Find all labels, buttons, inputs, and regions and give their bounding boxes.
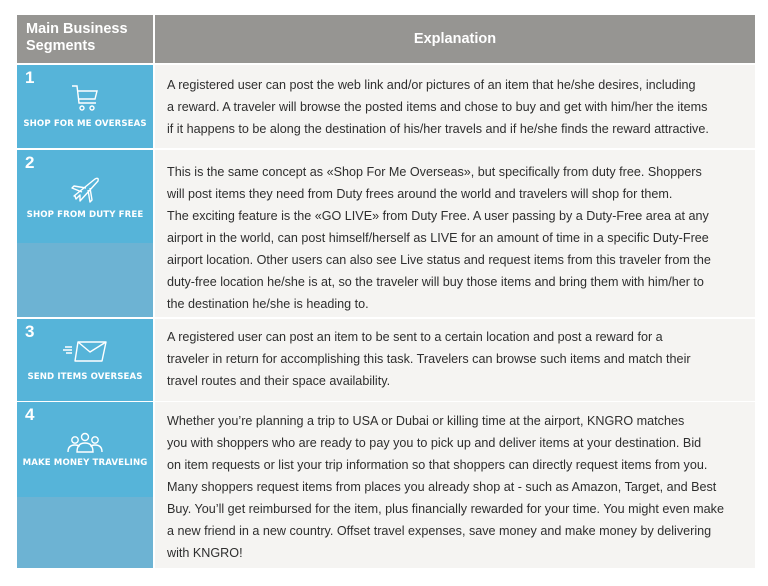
explanation-line: on item requests or list your trip information so that shoppers can directly request items from you. [167, 458, 708, 472]
envelope-icon [17, 339, 153, 363]
explanation-line: the destination he/she is heading to. [167, 297, 369, 311]
segment-label: SEND ITEMS OVERSEAS [27, 372, 143, 382]
explanation-line: you with shoppers who are ready to pay you to pick up and deliver items at your destination. Bid [167, 436, 702, 450]
explanation-line: if it happens to be along the destination of his/her travels and if he/she finds the reward attractive. [167, 122, 709, 136]
segment-number: 2 [25, 153, 35, 172]
segment-label: SHOP FOR ME OVERSEAS [23, 119, 147, 129]
explanation-cell-4 [155, 402, 755, 568]
explanation-line: Whether you’re planning a trip to USA or Dubai or killing time at the airport, KNGRO matches [167, 414, 685, 428]
segment-cell-3 [17, 319, 153, 401]
explanation-line: airport in the world, can post himself/herself as LIVE for an amount of time in a specific Duty-Free [167, 231, 709, 245]
segment-label: MAKE MONEY TRAVELING [22, 458, 148, 468]
explanation-line: Buy. You’ll get reimbursed for the item, plus financially rewarded for your time. You might even make [167, 502, 724, 516]
explanation-line: with KNGRO! [167, 546, 243, 560]
explanation-cell-1 [155, 65, 755, 148]
explanation-line: traveler in return for accomplishing this task. Travelers can browse such items and match their [167, 352, 691, 366]
explanation-line: travel routes and their space availability. [167, 374, 391, 388]
segment-number: 1 [25, 68, 35, 87]
people-group-icon [17, 432, 153, 454]
explanation-line: duty-free location he/she is at, so the traveler will buy those items and bring them with him/her to [167, 275, 704, 289]
segment-number: 3 [25, 322, 35, 341]
explanation-line: will post items they need from Duty frees around the world and travelers will shop for them. [167, 187, 673, 201]
explanation-cell-3 [155, 319, 755, 401]
explanation-line: This is the same concept as «Shop For Me Overseas», but specifically from duty free. Shoppers [167, 165, 702, 179]
explanation-line: A registered user can post the web link and/or pictures of an item that he/she desires, including [167, 78, 696, 92]
segment-label: SHOP FROM DUTY FREE [26, 210, 144, 220]
explanation-line: a reward. A traveler will browse the posted items and chose to buy and get with him/her the items [167, 100, 708, 114]
explanation-line: a new friend in a new country. Offset travel expenses, save money and make money by delivering [167, 524, 712, 538]
explanation-line: A registered user can post an item to be sent to a certain location and post a reward for a [167, 330, 663, 344]
airplane-icon [17, 174, 153, 204]
segment-cell-1 [17, 65, 153, 148]
explanation-line: The exciting feature is the «GO LIVE» from Duty Free. A user passing by a Duty-Free area at any [167, 209, 709, 223]
header-segments: Main Business Segments [17, 15, 153, 63]
segment-number: 4 [25, 405, 35, 424]
segment-cell-4 [17, 402, 153, 568]
segment-cell-2 [17, 150, 153, 317]
shopping-cart-icon [17, 83, 153, 113]
explanation-line: Many shoppers request items from places you already shop at - such as Amazon, Target, and Best [167, 480, 717, 494]
header-explanation: Explanation [155, 15, 755, 63]
explanation-line: airport location. Other users can also see Live status and request items from this traveler from the [167, 253, 711, 267]
explanation-cell-2 [155, 150, 755, 317]
